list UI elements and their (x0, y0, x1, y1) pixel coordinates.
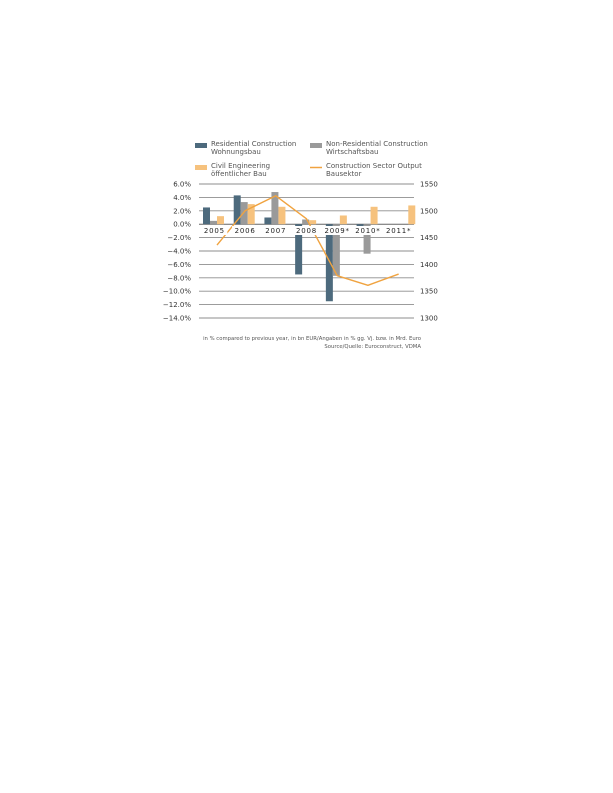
y2-tick-label: 1550 (420, 180, 438, 189)
y-tick-label: −12.0% (162, 301, 191, 310)
y2-tick-label: 1450 (420, 234, 438, 243)
grid (199, 184, 414, 318)
bar-residential-2009 (326, 224, 333, 301)
y2-tick-label: 1300 (420, 314, 438, 323)
legend-swatch-civil (195, 165, 207, 170)
legend-label-de-non-residential: Wirtschaftsbau (326, 148, 379, 156)
y-axis-right (420, 181, 438, 323)
y-tick-label: −14.0% (162, 314, 191, 323)
y-tick-label: 6.0% (173, 180, 191, 189)
bars (203, 192, 415, 301)
legend-label-non-residential: Non-Residential Construction (326, 140, 428, 148)
bar-civil-2007 (278, 207, 285, 224)
x-axis-categories (201, 226, 411, 235)
category-label: 2005 (203, 227, 225, 235)
bar-non-residential-2005 (210, 221, 217, 224)
bar-residential-2005 (203, 207, 210, 224)
category-label: 2006 (234, 227, 256, 235)
legend-label-output: Construction Sector Output (326, 162, 422, 170)
category-label: 2007 (265, 227, 287, 235)
y2-tick-label: 1350 (420, 287, 438, 296)
legend-swatch-residential (195, 143, 207, 148)
y-tick-label: −2.0% (167, 234, 191, 243)
category-label: 2009* (324, 227, 350, 235)
category-label: 2011* (385, 227, 412, 235)
y-tick-label: −6.0% (167, 260, 191, 269)
y-tick-label: 2.0% (173, 207, 191, 216)
legend-label-residential: Residential Construction (211, 140, 297, 148)
bar-non-residential-2006 (241, 202, 248, 224)
legend (195, 140, 428, 178)
y-tick-label: 0.0% (173, 220, 191, 229)
bar-civil-2011 (408, 205, 415, 224)
chart-caption: in % compared to previous year, in bn EUR/Angaben in % gg. Vj. bzw. in Mrd. Euro (203, 336, 421, 342)
legend-label-civil: Civil Engineering (211, 162, 271, 170)
y2-tick-label: 1500 (420, 207, 438, 216)
y2-tick-label: 1400 (420, 260, 438, 269)
category-label: 2008 (295, 227, 318, 235)
legend-swatch-non-residential (310, 143, 322, 148)
bar-civil-2008 (309, 220, 316, 224)
legend-label-de-civil: öffentlicher Bau (211, 170, 267, 178)
y-axis-left (163, 181, 191, 323)
category-label: 2010* (355, 227, 381, 235)
y-tick-label: −8.0% (167, 274, 191, 283)
legend-label-de-output: Bausektor (326, 170, 362, 178)
y-tick-label: −4.0% (167, 247, 191, 256)
bar-civil-2009 (340, 215, 347, 224)
y-tick-label: 4.0% (173, 193, 191, 202)
bar-residential-2007 (264, 218, 271, 225)
legend-label-de-residential: Wohnungsbau (211, 148, 261, 156)
bar-civil-2010 (371, 207, 378, 224)
y-tick-label: −10.0% (162, 287, 191, 296)
chart-source: Source/Quelle: Euroconstruct, VDMA (324, 344, 421, 350)
bar-civil-2005 (217, 216, 224, 224)
